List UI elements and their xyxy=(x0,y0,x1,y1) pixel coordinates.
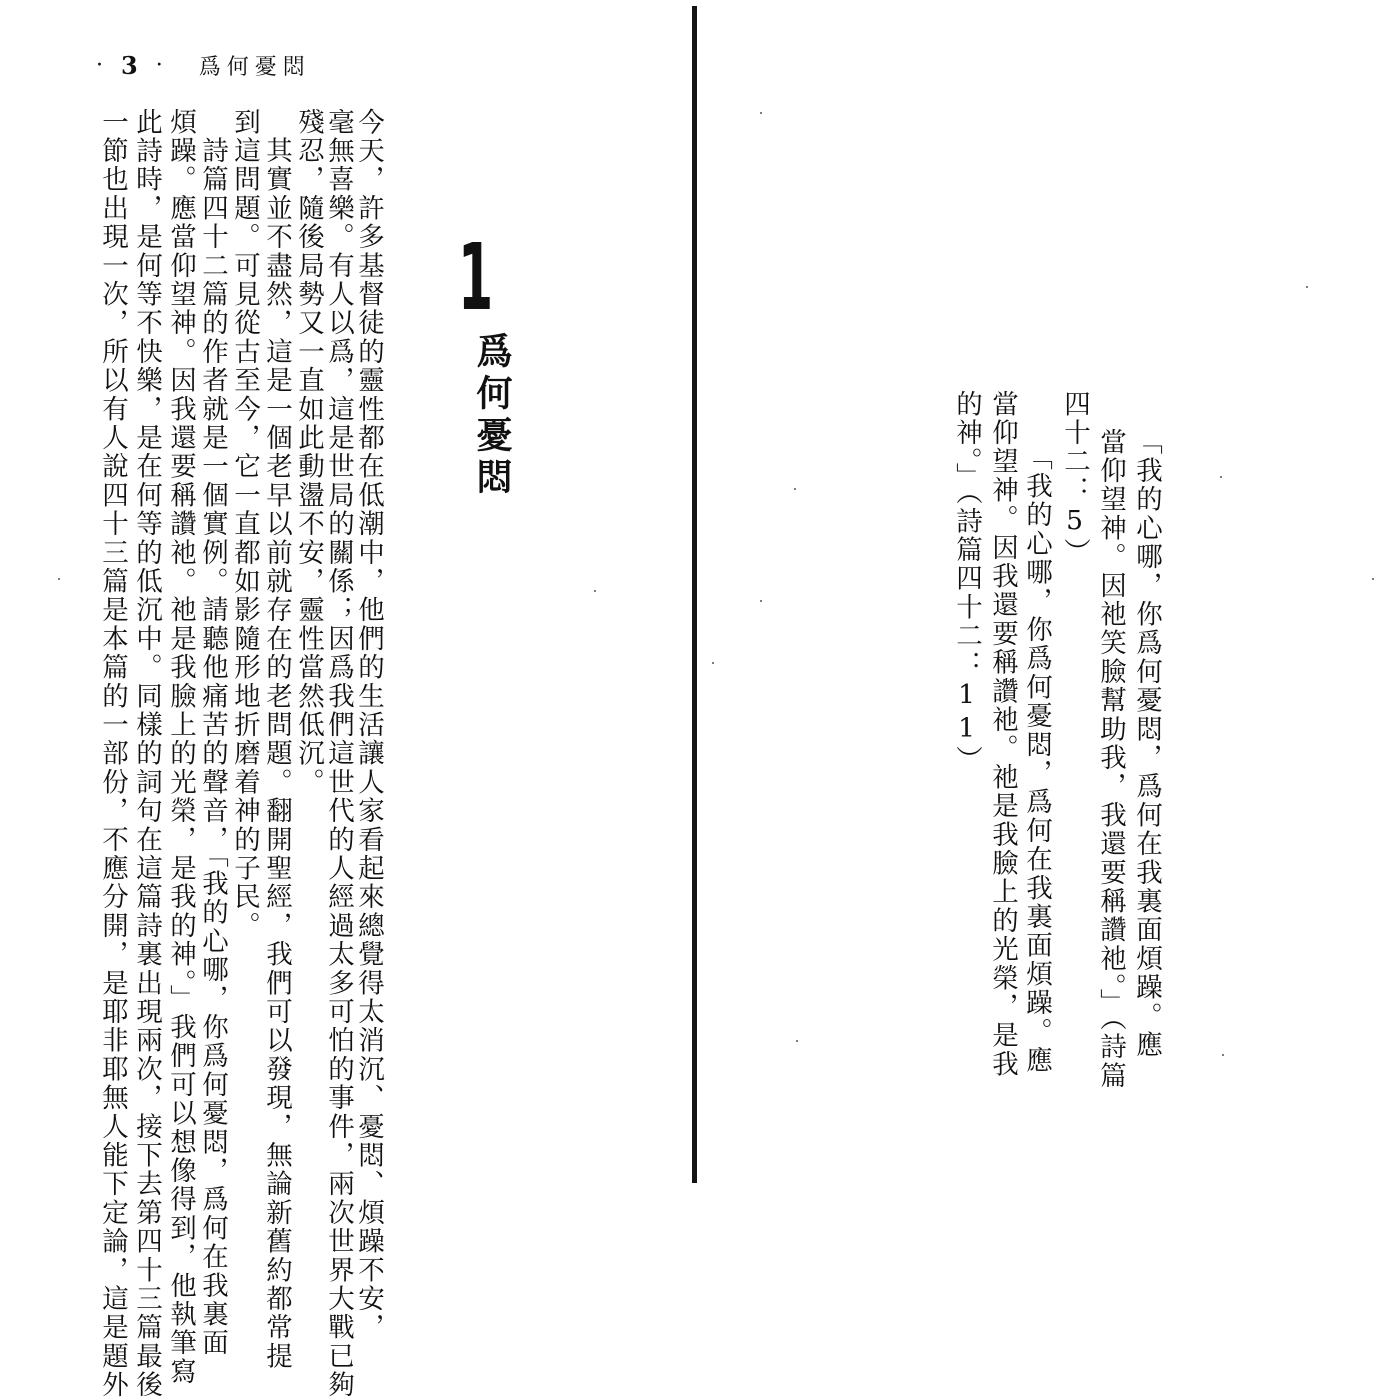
body-column-4: 其實並不盡然，這是一個老早以前就存在的老問題。翻開聖經，我們可以發現，無論新舊約都常提 xyxy=(261,108,292,1371)
body-column-9: 一節也出現一次，所以有人說四十三篇是本篇的一部份，不應分開，是耶非耶無人能下定論，這是題外 xyxy=(97,108,128,1400)
body-column-7: 煩躁。應當仰望神。因我還要稱讚祂。祂是我臉上的光榮，是我的神。」我們可以想像得到，他執筆寫 xyxy=(165,108,196,1387)
scan-speck xyxy=(794,488,796,490)
quote-column-6: 的神。」（詩篇四十二：11） xyxy=(951,390,982,775)
chapter-number: 1 xyxy=(458,224,494,331)
scan-speck xyxy=(760,600,762,602)
quote-column-5: 當仰望神。因我還要稱讚祂。祂是我臉上的光榮，是我 xyxy=(987,390,1018,1079)
running-head-title: 爲何憂悶 xyxy=(198,55,311,80)
scan-speck xyxy=(1222,1054,1224,1056)
body-column-5: 到這問題。可見從古至今，它一直都如影隨形地折磨着神的子民。 xyxy=(229,108,260,941)
page-gutter xyxy=(692,6,697,1183)
scan-speck xyxy=(712,662,714,664)
running-head-dot-right: · xyxy=(155,53,167,78)
body-column-3: 殘忍，隨後局勢又一直如此動盪不安，靈性當然低沉。 xyxy=(293,108,324,797)
scan-speck xyxy=(1372,578,1374,580)
scan-speck xyxy=(1220,476,1222,478)
body-column-2: 毫無喜樂。有人以爲，這是世局的關係；因爲我們這世代的人經過太多可怕的事件，兩次世界大戰已夠 xyxy=(323,108,354,1400)
running-head-dot-left: · xyxy=(96,53,107,78)
scan-speck xyxy=(760,112,762,114)
quote-column-4: 「我的心哪，你爲何憂悶，爲何在我裏面煩躁。應 xyxy=(1021,428,1052,1075)
quote-column-3: 四十二：5） xyxy=(1059,390,1090,567)
scan-speck xyxy=(796,1040,798,1042)
quote-column-2: 當仰望神。因祂笑臉幫助我，我還要稱讚祂。」（詩篇 xyxy=(1095,428,1126,1091)
page-number: 3 xyxy=(121,51,142,80)
chapter-title: 爲何憂悶 xyxy=(471,332,512,500)
scan-speck xyxy=(594,590,596,592)
quote-column-1: 「我的心哪，你爲何憂悶，爲何在我裏面煩躁。應 xyxy=(1131,428,1162,1060)
body-column-8: 此詩時，是何等不快樂，是在何等的低沉中。同樣的詞句在這篇詩裏出現兩次，接下去第四十三篇最後 xyxy=(131,108,162,1400)
scan-speck xyxy=(1306,286,1308,288)
left-page xyxy=(0,0,694,1400)
body-column-1: 今天，許多基督徒的靈性都在低潮中，他們的生活讓人家看起來總覺得太消沉、憂悶、煩躁不安， xyxy=(353,108,384,1343)
scan-speck xyxy=(58,578,60,580)
right-page xyxy=(700,0,1400,1183)
running-head xyxy=(96,50,311,81)
body-column-6: 詩篇四十二篇的作者就是一個實例。請聽他痛苦的聲音，「我的心哪，你爲何憂悶，爲何在我裏面 xyxy=(197,108,228,1358)
